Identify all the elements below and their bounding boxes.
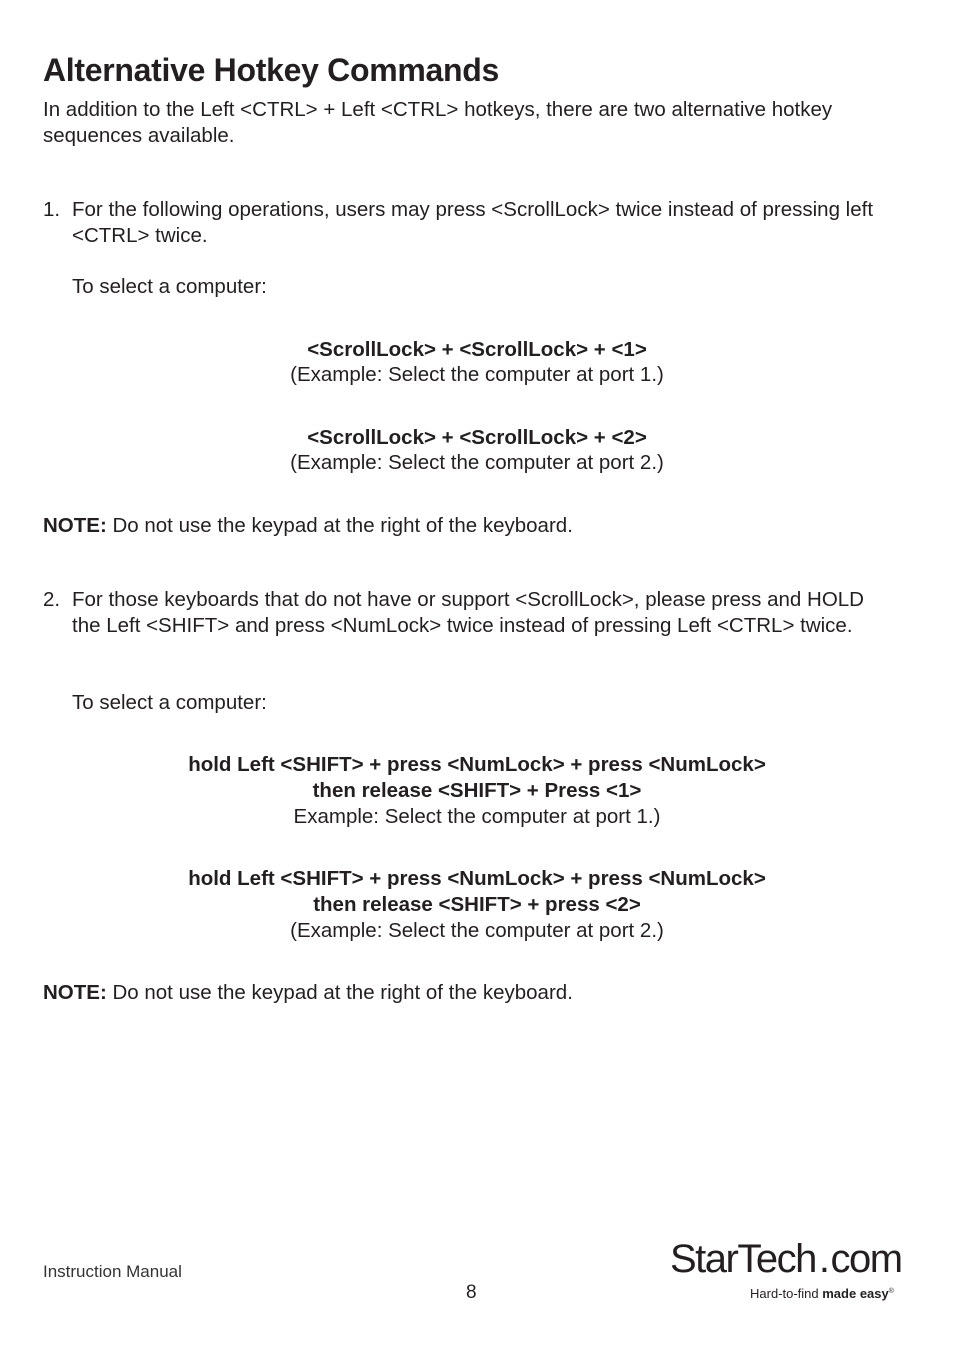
note-2-text: Do not use the keypad at the right of the keyboard. (106, 981, 573, 1004)
intro-paragraph: In addition to the Left <CTRL> + Left <CTRL> hotkeys, there are two alternative hotkey sequences available. (43, 98, 833, 147)
section2-select-label: To select a computer: (72, 691, 267, 714)
note-1 (43, 513, 923, 539)
section2-command-1-line-2: then release <SHIFT> + Press <1> (312, 779, 642, 802)
page-number: 8 (466, 1282, 477, 1303)
section1-command-1: <ScrollLock> + <ScrollLock> + <1> (307, 338, 647, 361)
page-title: Alternative Hotkey Commands (43, 52, 500, 88)
footer-document-label: Instruction Manual (43, 1262, 182, 1281)
list-number-1: 1. (43, 198, 61, 221)
section2-command-2-line-1: hold Left <SHIFT> + press <NumLock> + press <NumLock> (188, 867, 766, 890)
section1-example-2: (Example: Select the computer at port 2.) (290, 451, 664, 474)
section1-select-label: To select a computer: (72, 275, 267, 298)
note-1-text: Do not use the keypad at the right of the keyboard. (106, 514, 573, 537)
logo-wordmark: StarTech.com (670, 1237, 902, 1281)
section2-command-1-line-1: hold Left <SHIFT> + press <NumLock> + press <NumLock> (188, 753, 766, 776)
startech-logo (670, 1230, 915, 1305)
section1-example-1: (Example: Select the computer at port 1.) (290, 363, 664, 386)
note-2-label: NOTE: (43, 981, 107, 1004)
section2-example-2: (Example: Select the computer at port 2.) (290, 919, 664, 942)
note-1-label: NOTE: (43, 514, 107, 537)
list-number-2: 2. (43, 588, 61, 611)
section1-text: For the following operations, users may press <ScrollLock> twice instead of pressing left <CTRL> twice. (72, 198, 874, 247)
section2-text: For those keyboards that do not have or support <ScrollLock>, please press and HOLD the Left <SHIFT> and press <NumLock> twice instead of pressing Left <CTRL> twice. (72, 588, 864, 637)
logo-tagline: Hard-to-find made easy® (750, 1286, 894, 1301)
section2-example-1: Example: Select the computer at port 1.) (293, 805, 661, 828)
section2-command-2-line-2: then release <SHIFT> + press <2> (313, 893, 641, 916)
section1-command-2: <ScrollLock> + <ScrollLock> + <2> (307, 426, 647, 449)
note-2 (43, 980, 923, 1006)
